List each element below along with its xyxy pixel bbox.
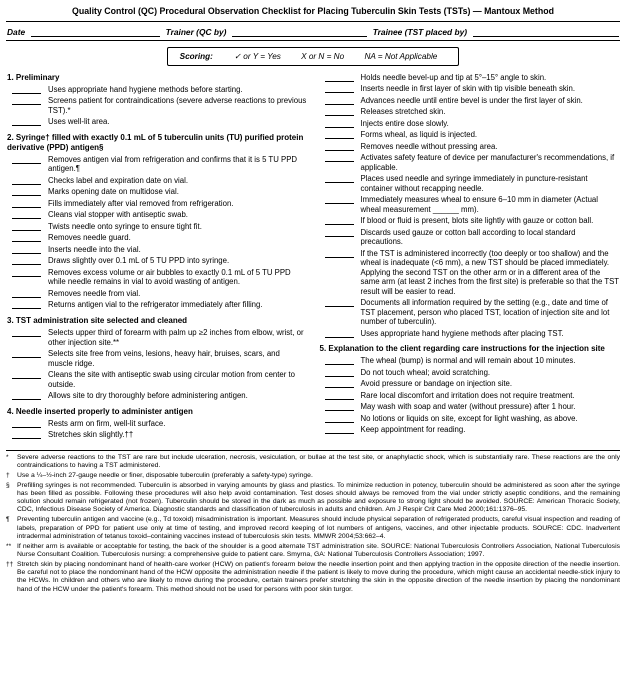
footnote-marker: * bbox=[6, 453, 9, 461]
score-blank-line[interactable] bbox=[325, 391, 354, 400]
checklist-item-text: Holds needle bevel-up and tip at 5°–15° angle to skin. bbox=[360, 72, 547, 82]
footnote-text: Use a ¼–½-inch 27-gauge needle or finer, disposable tuberculin (preferably a safety-type) syringe. bbox=[17, 471, 313, 479]
checklist-item-text: Uses appropriate hand hygiene methods after placing TST. bbox=[360, 328, 564, 338]
checklist-item bbox=[325, 379, 620, 389]
checklist-item bbox=[12, 233, 307, 243]
checklist-item bbox=[12, 391, 307, 401]
checklist-item bbox=[325, 329, 620, 339]
score-blank-line[interactable] bbox=[12, 117, 41, 126]
footnote-text: Preventing tuberculin antigen and vaccine (e.g., Td toxoid) misadministration is important. Measures should include physical separation of refrigerated products, careful visual inspection and reading of labels, preparation of PPD for patient use only at time of testing, and improved record keeping of lot numbers of antigens, vaccines, and other injectable products. SOURCE: CDC. Inadvertent intradermal administration of tetanus toxoid–containing vaccines instead of tuberculosis skin tests. MMWR 2004;53:662–4. bbox=[17, 516, 620, 540]
checklist-item bbox=[325, 174, 620, 193]
checklist-item-text: Cleans the site with antiseptic swab using circular motion from center to outside. bbox=[48, 370, 296, 389]
score-blank-line[interactable] bbox=[12, 210, 41, 219]
trainer-blank-line[interactable] bbox=[232, 27, 366, 37]
checklist-item bbox=[12, 289, 307, 299]
checklist-item-text: Activates safety feature of device per manufacturer's recommendations, if applicable. bbox=[360, 153, 615, 172]
checklist-item-text: Removes needle without pressing area. bbox=[360, 141, 498, 151]
checklist-item-text: Checks label and expiration date on vial. bbox=[48, 175, 188, 185]
checklist-item-text: Inserts needle in first layer of skin with tip visible beneath skin. bbox=[360, 84, 576, 94]
checklist-item bbox=[325, 216, 620, 226]
score-blank-line[interactable] bbox=[325, 402, 354, 411]
checklist-item-text: May wash with soap and water (without pressure) after 1 hour. bbox=[360, 402, 576, 412]
checklist-item-text: Forms wheal, as liquid is injected. bbox=[360, 130, 478, 140]
score-blank-line[interactable] bbox=[12, 85, 41, 94]
footnote-text: Severe adverse reactions to the TST are rare but include ulceration, necrosis, vesiculation, or bullae at the test site, or anaphylactic shock, which is substantially rare. These reactions are the only contraindications to having a TST administered. bbox=[17, 453, 620, 470]
checklist-item-text: If blood or fluid is present, blots site lightly with gauze or cotton ball. bbox=[360, 216, 594, 226]
checklist-item bbox=[12, 245, 307, 255]
checklist-item bbox=[325, 96, 620, 106]
checklist-item bbox=[12, 349, 307, 368]
footnote-marker: § bbox=[6, 481, 10, 489]
checklist bbox=[6, 70, 620, 450]
checklist-item bbox=[325, 228, 620, 247]
checklist-item bbox=[325, 249, 620, 297]
checklist-item-text: Documents all information required by the setting (e.g., date and time of TST placement, person who placed TST, location of injection site and lot number of tuberculin). bbox=[360, 298, 610, 327]
score-blank-line[interactable] bbox=[12, 222, 41, 231]
date-label: Date bbox=[7, 26, 26, 37]
score-blank-line[interactable] bbox=[325, 130, 354, 139]
checklist-item bbox=[12, 222, 307, 232]
checklist-item-text: Do not touch wheal; avoid scratching. bbox=[360, 367, 491, 377]
score-blank-line[interactable] bbox=[325, 356, 354, 365]
checklist-item-text: Immediately measures wheal to ensure 6–10 mm in diameter (Actual wheal measurement ______ mm). bbox=[360, 195, 598, 214]
checklist-section bbox=[320, 73, 620, 339]
checklist-item bbox=[325, 195, 620, 214]
score-blank-line[interactable] bbox=[12, 155, 41, 164]
scoring-option-yes: ✓ or Y = Yes bbox=[234, 51, 281, 61]
checklist-item-text: Stretches skin slightly.†† bbox=[48, 430, 134, 440]
score-blank-line[interactable] bbox=[12, 370, 41, 379]
checklist-item bbox=[12, 155, 307, 174]
checklist-item bbox=[325, 107, 620, 117]
score-blank-line[interactable] bbox=[325, 142, 354, 151]
checklist-item-text: No lotions or liquids on site, except for light washing, as above. bbox=[360, 413, 578, 423]
footnote-marker: ¶ bbox=[6, 516, 10, 524]
checklist-item-text: Inserts needle into the vial. bbox=[48, 244, 141, 254]
section-heading: 4. Needle inserted properly to administer antigen bbox=[7, 406, 193, 416]
score-blank-line[interactable] bbox=[325, 216, 354, 225]
footnote bbox=[6, 472, 620, 480]
trainer-label: Trainer (QC by) bbox=[165, 26, 227, 37]
score-blank-line[interactable] bbox=[325, 298, 354, 307]
section-heading: 1. Preliminary bbox=[7, 72, 60, 82]
footnote bbox=[6, 516, 620, 541]
checklist-item bbox=[12, 256, 307, 266]
section-heading: 5. Explanation to the client regarding care instructions for the injection site bbox=[319, 344, 605, 354]
checklist-item-text: Keep appointment for reading. bbox=[360, 425, 466, 435]
scoring-option-no: X or N = No bbox=[301, 51, 345, 61]
checklist-item-text: Advances needle until entire bevel is under the first layer of skin. bbox=[360, 95, 583, 105]
score-blank-line[interactable] bbox=[12, 328, 41, 337]
trainee-label: Trainee (TST placed by) bbox=[372, 26, 468, 37]
checklist-item-text: Selects site free from veins, lesions, heavy hair, bruises, scars, and muscle ridge. bbox=[48, 349, 280, 368]
checklist-column-right bbox=[320, 73, 620, 446]
score-blank-line[interactable] bbox=[325, 329, 354, 338]
checklist-item-text: Cleans vial stopper with antiseptic swab. bbox=[48, 210, 188, 220]
checklist-item bbox=[12, 187, 307, 197]
footnote-text: Prefilling syringes is not recommended. Tuberculin is absorbed in varying amounts by glass and plastics. To minimize reduction in potency, tuberculin should be administered as soon after the syringe has been filled as possible. Following these procedures will also help avoid contamination. Test doses should always be removed from the vial under strictly aseptic conditions, and the remaining solution should remain refrigerated (not frozen). Tuberculin should be stored in the dark as much as possible and exposure to strong light should be avoided. SOURCE: American Thoracic Society, CDC, Infectious Disease Society of America. Diagnostic standards and classification of tuberculosis in adults and children. Am J Respir Crit Care Med 2000;161:1376–95. bbox=[17, 481, 620, 514]
score-blank-line[interactable] bbox=[325, 73, 354, 82]
checklist-item bbox=[12, 268, 307, 287]
checklist-item bbox=[325, 84, 620, 94]
checklist-item-text: The wheal (bump) is normal and will remain about 10 minutes. bbox=[360, 356, 576, 366]
checklist-item bbox=[12, 117, 307, 127]
checklist-item-text: Returns antigen vial to the refrigerator immediately after filling. bbox=[48, 300, 263, 310]
checklist-item-text: Screens patient for contraindications (severe adverse reactions to previous TST).* bbox=[48, 96, 307, 115]
checklist-column-left bbox=[7, 73, 307, 446]
checklist-section bbox=[7, 133, 307, 310]
checklist-item-text: If the TST is administered incorrectly (too deeply or too shallow) and the wheal is inadequate (<6 mm), a new TST should be placed immediately. Applying the second TST on the other arm or in a different area of the same arm (at least 2 inches from the first site) is preferable so that the TST result will be easier to read. bbox=[360, 248, 619, 296]
checklist-item-text: Rare local discomfort and irritation does not require treatment. bbox=[360, 390, 575, 400]
score-blank-line[interactable] bbox=[325, 119, 354, 128]
checklist-item bbox=[12, 430, 307, 440]
score-blank-line[interactable] bbox=[325, 96, 354, 105]
trainee-blank-line[interactable] bbox=[473, 27, 619, 37]
checklist-item bbox=[325, 425, 620, 435]
score-blank-line[interactable] bbox=[12, 245, 41, 254]
footnote-text: If neither arm is available or acceptable for testing, the back of the shoulder is a good alternate TST administration site. SOURCE: National Tuberculosis Controllers Association, National Tuberculosis Nurse Consultant Coalition. Tuberculosis nursing: a comprehensive guide to patient care. Smyrna, GA: National Tuberculosis Controllers Association; 1997. bbox=[17, 542, 620, 558]
checklist-item bbox=[12, 419, 307, 429]
checklist-section bbox=[7, 407, 307, 440]
checklist-item bbox=[12, 370, 307, 389]
checklist-item-text: Removes needle from vial. bbox=[48, 288, 141, 298]
section-items bbox=[7, 419, 307, 440]
header-fields bbox=[6, 22, 620, 40]
checklist-item-text: Twists needle onto syringe to ensure tight fit. bbox=[48, 221, 202, 231]
score-blank-line[interactable] bbox=[12, 419, 41, 428]
checklist-item-text: Fills immediately after vial removed from refrigeration. bbox=[48, 198, 234, 208]
checklist-item-text: Uses well-lit area. bbox=[48, 117, 110, 127]
checklist-item bbox=[325, 130, 620, 140]
checklist-item bbox=[12, 210, 307, 220]
score-blank-line[interactable] bbox=[12, 289, 41, 298]
checklist-item bbox=[325, 73, 620, 83]
section-heading: 2. Syringe† filled with exactly 0.1 mL of 5 tuberculin units (TU) purified protein derivative (PPD) antigen§ bbox=[7, 132, 304, 152]
footnote bbox=[6, 561, 620, 594]
checklist-item-text: Places used needle and syringe immediately in puncture-resistant container without recapping needle. bbox=[360, 174, 588, 193]
score-blank-line[interactable] bbox=[12, 199, 41, 208]
checklist-item-text: Releases stretched skin. bbox=[360, 107, 446, 117]
score-blank-line[interactable] bbox=[12, 176, 41, 185]
score-blank-line[interactable] bbox=[12, 187, 41, 196]
checklist-item-text: Removes excess volume or air bubbles to exactly 0.1 mL of 5 TU PPD while needle remains in vial to avoid wasting of antigen. bbox=[48, 267, 291, 287]
checklist-item bbox=[325, 298, 620, 327]
checklist-section bbox=[7, 316, 307, 401]
checklist-item-text: Rests arm on firm, well-lit surface. bbox=[48, 418, 166, 428]
score-blank-line[interactable] bbox=[325, 425, 354, 434]
score-blank-line[interactable] bbox=[325, 107, 354, 116]
checklist-item bbox=[325, 368, 620, 378]
checklist-item-text: Removes antigen vial from refrigeration and confirms that it is 5 TU PPD antigen.¶ bbox=[48, 154, 298, 174]
scoring-option-na: NA = Not Applicable bbox=[364, 51, 438, 61]
score-blank-line[interactable] bbox=[12, 96, 41, 105]
scoring-row bbox=[6, 41, 620, 70]
checklist-item bbox=[325, 414, 620, 424]
checklist-item bbox=[12, 328, 307, 347]
checklist-item-text: Allows site to dry thoroughly before administering antigen. bbox=[48, 391, 248, 401]
checklist-section bbox=[320, 344, 620, 435]
checklist-item bbox=[325, 153, 620, 172]
checklist-item bbox=[12, 96, 307, 115]
score-blank-line[interactable] bbox=[12, 300, 41, 309]
checklist-item bbox=[325, 402, 620, 412]
score-blank-line[interactable] bbox=[12, 233, 41, 242]
section-heading: 3. TST administration site selected and cleaned bbox=[7, 315, 188, 325]
section-items bbox=[320, 356, 620, 435]
score-blank-line[interactable] bbox=[12, 256, 41, 265]
score-blank-line[interactable] bbox=[325, 379, 354, 388]
score-blank-line[interactable] bbox=[12, 430, 41, 439]
score-blank-line[interactable] bbox=[325, 414, 354, 423]
footnote-marker: ** bbox=[6, 542, 12, 550]
score-blank-line[interactable] bbox=[325, 228, 354, 237]
checklist-item bbox=[325, 391, 620, 401]
footnote-text: Stretch skin by placing nondominant hand of health-care worker (HCW) on patient's forearm below the needle insertion point and then applying traction in the opposite direction of the needle insertion. Be careful not to place the nondominant hand of the HCW opposite the administration needle if the patient is likely to move during the procedure, which might cause an accidental needle-stick injury to the HCWs. In children and others who are likely to move during the procedure, certain trainers prefer stretching the skin in the opposite direction of the needle insertion by placing the nondominant hand of the HCW under the patient's forearm. This method should not be used for persons with poor skin turgor. bbox=[17, 560, 620, 593]
footnote bbox=[6, 454, 620, 471]
checklist-item bbox=[12, 300, 307, 310]
checklist-item bbox=[325, 119, 620, 129]
section-items bbox=[320, 73, 620, 339]
score-blank-line[interactable] bbox=[325, 174, 354, 183]
scoring-label: Scoring: bbox=[179, 51, 213, 61]
checklist-item-text: Removes needle guard. bbox=[48, 233, 131, 243]
score-blank-line[interactable] bbox=[12, 391, 41, 400]
checklist-item bbox=[325, 142, 620, 152]
footnote-marker: † bbox=[6, 471, 10, 479]
section-items bbox=[7, 328, 307, 401]
footnote bbox=[6, 482, 620, 515]
checklist-item bbox=[12, 199, 307, 209]
score-blank-line[interactable] bbox=[325, 249, 354, 258]
footnote bbox=[6, 543, 620, 560]
score-blank-line[interactable] bbox=[12, 268, 41, 277]
checklist-item-text: Uses appropriate hand hygiene methods before starting. bbox=[48, 84, 243, 94]
score-blank-line[interactable] bbox=[325, 195, 354, 204]
checklist-item-text: Marks opening date on multidose vial. bbox=[48, 187, 179, 197]
checklist-item bbox=[325, 356, 620, 366]
section-items bbox=[7, 85, 307, 127]
checklist-item-text: Draws slightly over 0.1 mL of 5 TU PPD into syringe. bbox=[48, 256, 230, 266]
footnote-marker: †† bbox=[6, 560, 14, 568]
scoring-box bbox=[167, 47, 460, 66]
score-blank-line[interactable] bbox=[325, 368, 354, 377]
checklist-item-text: Injects entire dose slowly. bbox=[360, 118, 449, 128]
score-blank-line[interactable] bbox=[325, 153, 354, 162]
section-items bbox=[7, 155, 307, 310]
date-blank-line[interactable] bbox=[31, 27, 159, 37]
checklist-item-text: Selects upper third of forearm with palm up ≥2 inches from elbow, wrist, or other injection site.** bbox=[48, 328, 304, 347]
footnotes bbox=[6, 450, 620, 594]
checklist-item bbox=[12, 85, 307, 95]
score-blank-line[interactable] bbox=[325, 84, 354, 93]
checklist-item bbox=[12, 176, 307, 186]
checklist-item-text: Discards used gauze or cotton ball according to local standard precautions. bbox=[360, 227, 576, 247]
page-title: Quality Control (QC) Procedural Observation Checklist for Placing Tuberculin Skin Tests (TSTs) — Mantoux Method bbox=[72, 6, 554, 16]
checklist-section bbox=[7, 73, 307, 127]
score-blank-line[interactable] bbox=[12, 349, 41, 358]
checklist-item-text: Avoid pressure or bandage on injection site. bbox=[360, 379, 513, 389]
